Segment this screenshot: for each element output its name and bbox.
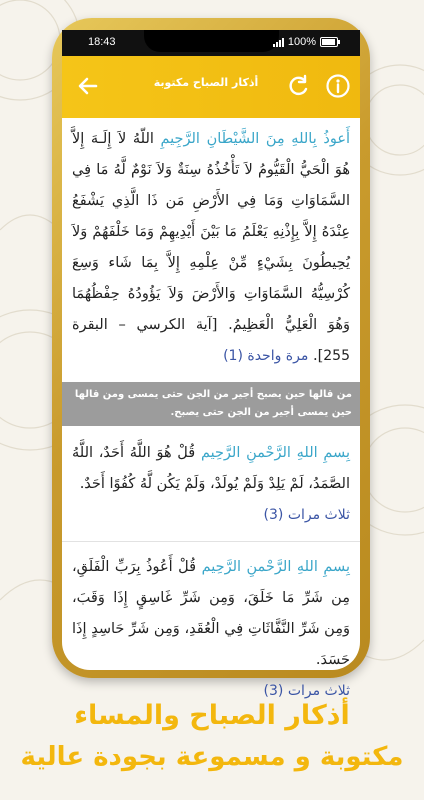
ayah-reference-end: ]. bbox=[308, 348, 324, 364]
phone-screen bbox=[62, 30, 360, 699]
dhikr-ayat-al-kursi bbox=[62, 118, 360, 372]
refresh-icon[interactable] bbox=[284, 72, 312, 100]
promo-headline: أذكار الصباح والمساء bbox=[74, 700, 350, 731]
divider bbox=[62, 541, 360, 542]
app-bar bbox=[62, 56, 360, 118]
dhikr-falaq bbox=[62, 552, 360, 707]
repeat-count: مرة واحدة (1) bbox=[223, 348, 309, 364]
signal-icon bbox=[273, 38, 284, 47]
virtue-note: من قالها حين يصبح أجير من الجن حتى يمسى ومن قالها حين يمسى أجير من الجن حتى يصبح. bbox=[62, 382, 360, 426]
repeat-count: ثلاث مرات (3) bbox=[263, 507, 350, 523]
isti-adha-text: أَعوذُ بِاللهِ مِنَ الشَّيْطَانِ الرَّجِيمِ bbox=[160, 131, 350, 147]
dhikr-text: اللّهُ لاَ إِلَـهَ إِلاَّ هُوَ الْحَيُّ الْقَيُّومُ لاَ تَأْخُذُهُ سِنَةٌ وَلاَ نَوْمٌ لَّهُ مَا فِي السَّمَاوَاتِ وَمَا فِي الأَرْضِ مَن ذَا الَّذِي يَشْفَعُ عِنْدَهُ إِلاَّ بِإِذْنِهِ يَعْلَمُ مَا بَيْنَ أَيْدِيهِمْ وَمَا خَلْفَهُمْ وَلاَ يُحِيطُونَ بِشَيْءٍ مِّنْ عِلْمِهِ إِلاَّ بِمَا شَاء وَسِعَ كُرْسِيُّهُ السَّمَاوَاتِ وَالأَرْضَ وَلاَ يَؤُودُهُ حِفْظُهُمَا وَهُوَ الْعَلِيُّ الْعَظِيمُ. [آية الكرسي – البقرة bbox=[72, 131, 350, 333]
basmala-text: بِسمِ اللهِ الرَّحْمنِ الرَّحِيم bbox=[201, 559, 350, 575]
info-icon[interactable] bbox=[324, 72, 352, 100]
arrow-left-icon[interactable] bbox=[74, 72, 102, 100]
repeat-count: ثلاث مرات (3) bbox=[263, 683, 350, 699]
dhikr-text: قُلْ هُوَ اللَّهُ أَحَدٌ، اللَّهُ الصَّمَدُ، لَمْ يَلِدْ وَلَمْ يُولَدْ، وَلَمْ يَكُن لَّهُ كُفُوًا أَحَدٌ. bbox=[72, 445, 350, 492]
ayah-reference-number: 255 bbox=[323, 348, 350, 364]
battery-icon bbox=[320, 37, 338, 47]
status-bar bbox=[62, 30, 360, 56]
camera-notch bbox=[144, 30, 279, 52]
basmala-text: بِسمِ اللهِ الرَّحْمنِ الرَّحِيم bbox=[200, 445, 350, 461]
promo-subheadline: مكتوبة و مسموعة بجودة عالية bbox=[20, 742, 404, 772]
page-title: أذكار الصباح مكتوبة bbox=[153, 76, 259, 89]
status-icons bbox=[273, 36, 338, 48]
dhikr-ikhlas bbox=[62, 438, 360, 531]
adhkar-list[interactable] bbox=[62, 118, 360, 699]
battery-percent: 100% bbox=[287, 36, 316, 48]
status-time: 18:43 bbox=[88, 36, 116, 48]
dhikr-text: قُلْ أَعُوذُ بِرَبِّ الْفَلَقِ، مِن شَرِّ مَا خَلَقَ، وَمِن شَرِّ غَاسِقٍ إِذَا وَقَبَ، وَمِن شَرِّ النَّفَّاثَاتِ فِي الْعُقَدِ، وَمِن شَرِّ حَاسِدٍ إِذَا حَسَدَ. bbox=[72, 559, 350, 668]
